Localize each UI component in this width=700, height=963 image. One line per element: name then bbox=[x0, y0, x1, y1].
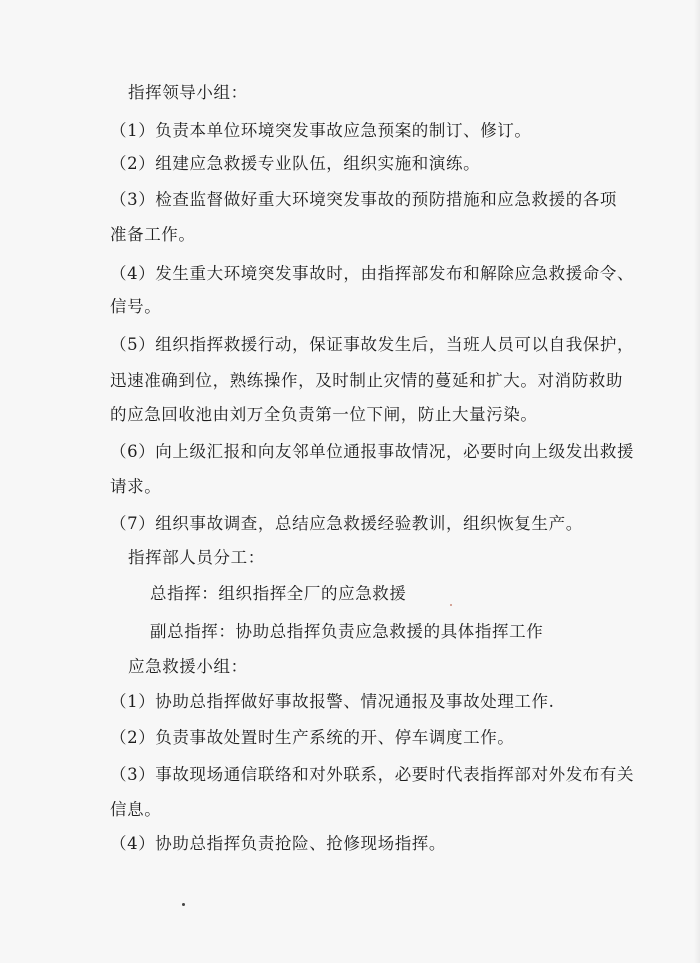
paragraph-line: （1）负责本单位环境突发事故应急预案的制订、修订。 bbox=[110, 121, 532, 140]
paragraph-line: 迅速准确到位，熟练操作，及时制止灾情的蔓延和扩大。对消防救助 bbox=[110, 371, 623, 390]
paragraph-line: （6）向上级汇报和向友邻单位通报事故情况，必要时向上级发出救援 bbox=[110, 442, 635, 461]
role-line-commander: 总指挥：组织指挥全厂的应急救援 bbox=[150, 584, 407, 603]
paragraph-line: （2）组建应急救援专业队伍，组织实施和演练。 bbox=[110, 154, 481, 173]
role-line-deputy-commander: 副总指挥：协助总指挥负责应急救援的具体指挥工作 bbox=[150, 622, 544, 641]
paragraph-line: 请求。 bbox=[110, 477, 162, 496]
paragraph-line: （3）事故现场通信联络和对外联系，必要时代表指挥部对外发布有关 bbox=[110, 765, 635, 784]
paragraph-line: （5）组织指挥救援行动，保证事故发生后，当班人员可以自我保护， bbox=[110, 335, 635, 354]
section-heading-staff-division: 指挥部人员分工： bbox=[128, 548, 265, 567]
paragraph-line: （1）协助总指挥做好事故报警、情况通报及事故处理工作. bbox=[110, 692, 555, 711]
paragraph-line: 信号。 bbox=[110, 297, 162, 316]
section-heading-command-group: 指挥领导小组： bbox=[128, 83, 248, 102]
scan-speck bbox=[182, 903, 185, 906]
paragraph-line: 信息。 bbox=[110, 800, 162, 819]
paragraph-line: （2）负责事故处置时生产系统的开、停车调度工作。 bbox=[110, 728, 515, 747]
paragraph-line: （3）检查监督做好重大环境突发事故的预防措施和应急救援的各项 bbox=[110, 190, 617, 209]
paragraph-line: （7）组织事故调查，总结应急救援经验教训，组织恢复生产。 bbox=[110, 514, 583, 533]
scan-speck bbox=[450, 604, 452, 606]
paragraph-line: （4）协助总指挥负责抢险、抢修现场指挥。 bbox=[110, 834, 446, 853]
page-edge-shadow bbox=[694, 0, 700, 963]
paragraph-line: （4）发生重大环境突发事故时，由指挥部发布和解除应急救援命令、 bbox=[110, 264, 635, 283]
section-heading-rescue-group: 应急救援小组： bbox=[128, 657, 248, 676]
paragraph-line: 的应急回收池由刘万全负责第一位下闸，防止大量污染。 bbox=[110, 405, 538, 424]
paragraph-line: 准备工作。 bbox=[110, 225, 196, 244]
